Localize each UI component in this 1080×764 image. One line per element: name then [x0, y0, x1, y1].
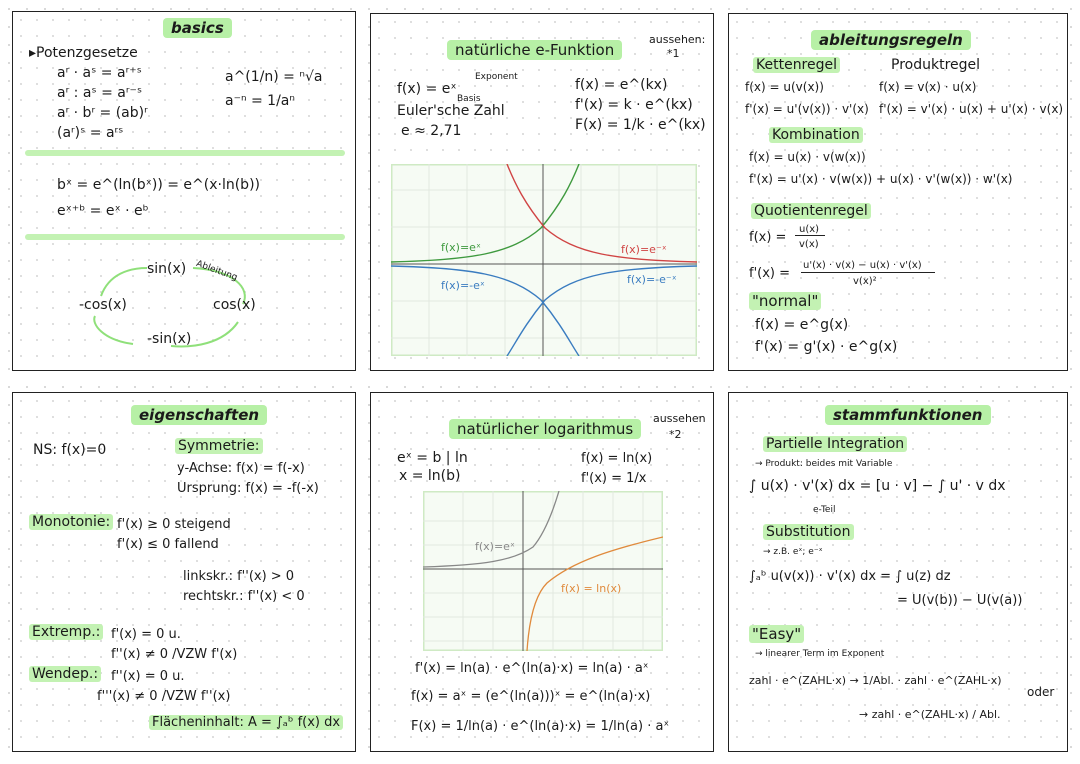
kettenregel-fp: f'(x) = u'(v(x)) · v'(x) [745, 102, 869, 116]
card-title-eigenschaften: eigenschaften [131, 405, 267, 425]
card-basics [12, 11, 356, 371]
efunc-basis-note: Basis [457, 94, 481, 104]
substitution-note: → z.B. eˣ; e⁻ˣ [763, 547, 823, 557]
kettenregel-heading [753, 58, 840, 73]
substitution-formula: ∫ₐᵇ u(v(x)) · v'(x) dx = ∫ u(z) dz [749, 569, 951, 584]
quotient-fp-left: f'(x) = [749, 266, 791, 281]
card-logarithmus [370, 392, 714, 752]
wende-2: f'''(x) ≠ 0 /VZW f''(x) [97, 689, 231, 704]
partiell-heading-text: Partielle Integration [763, 436, 907, 452]
quotient-f-left: f(x) = [749, 230, 787, 245]
kombination-heading-text: Kombination [769, 127, 863, 143]
extrem-2: f''(x) ≠ 0 /VZW f'(x) [111, 647, 238, 662]
produktregel-f: f(x) = v(x) · u(x) [879, 80, 977, 94]
extrempunkt-heading [29, 625, 103, 640]
quotient-fp-num: u'(x) · v(x) − u(x) · v'(x) [803, 260, 922, 271]
euler-zahl: Euler'sche Zahl [397, 103, 505, 119]
card-efunktion [370, 13, 714, 371]
normal-f: f(x) = e^g(x) [755, 317, 849, 333]
quotientenregel-heading [751, 204, 871, 219]
kombination-heading [769, 128, 863, 143]
substitution-result: = U(v(b)) − U(v(a)) [897, 593, 1023, 608]
efunc-rule-3: F(x) = 1/k · e^(kx) [575, 117, 706, 133]
flaecheninhalt [149, 715, 343, 730]
quotient-fp-den: v(x)² [853, 276, 877, 287]
graph-label-exp-neg: f(x)=e⁻ˣ [621, 243, 667, 256]
root-rule-2: a⁻ⁿ = 1/aⁿ [225, 93, 295, 109]
ln-f: f(x) = ln(x) [581, 451, 653, 466]
cycle-cos: cos(x) [213, 297, 256, 313]
easy-rule-1: zahl · e^(ZAHL·x) → 1/Abl. · zahl · e^(ZAHL·x) [749, 674, 1002, 687]
monotonie-1: f'(x) ≥ 0 steigend [117, 517, 231, 532]
card-title-stammfunktionen: stammfunktionen [825, 405, 991, 425]
divider-bar-2 [25, 234, 345, 240]
symmetrie-y: y-Achse: f(x) = f(-x) [177, 461, 305, 476]
easy-note: → linearer Term im Exponent [755, 649, 885, 659]
potenz-rule-3: aʳ · bʳ = (ab)ʳ [57, 105, 148, 121]
root-rule-1: a^(1/n) = ⁿ√a [225, 69, 323, 85]
symmetrie-heading [175, 439, 263, 454]
linkskruemmung: linkskr.: f''(x) > 0 [183, 569, 295, 584]
card-title-logarithmus: natürlicher logarithmus [449, 419, 641, 439]
ln-eq-2: x = ln(b) [399, 468, 461, 484]
quotient-fp-line [801, 272, 935, 273]
card-eigenschaften [12, 392, 356, 752]
monotonie-heading-text: Monotonie: [29, 514, 113, 530]
normal-heading-text: "normal" [749, 292, 821, 310]
card-title-efunktion: natürliche e-Funktion [447, 40, 622, 60]
easy-rule-2: → zahl · e^(ZAHL·x) / Abl. [859, 708, 1001, 721]
ln-graph-label-exp: f(x)=eˣ [475, 540, 515, 553]
cycle-minus-sin: -sin(x) [147, 331, 192, 347]
potenz-rule-1: aʳ · aˢ = aʳ⁺ˢ [57, 65, 142, 81]
wende-1: f''(x) = 0 u. [111, 669, 185, 684]
ln-graph [423, 491, 663, 651]
card-stammfunktionen [728, 392, 1068, 752]
graph-label-minus-exp-neg: f(x)=-e⁻ˣ [627, 273, 677, 286]
substitution-heading-text: Substitution [763, 524, 854, 540]
kombination-fp: f'(x) = u'(x) · v(w(x)) + u(x) · v'(w(x)) · w'(x) [749, 172, 1013, 186]
ln-graph-label-ln: f(x) = ln(x) [561, 582, 622, 595]
kettenregel-f: f(x) = u(v(x)) [745, 80, 824, 94]
potenz-rule-4: (aʳ)ˢ = aʳˢ [57, 125, 124, 141]
card-title-basics: basics [163, 18, 232, 38]
exp-rule-2: eˣ⁺ᵇ = eˣ · eᵇ [57, 203, 149, 219]
graph-label-exp: f(x)=eˣ [441, 241, 481, 254]
easy-oder: oder [1027, 685, 1055, 699]
ln-rule-1: f'(x) = ln(a) · e^(ln(a)·x) = ln(a) · aˣ [415, 661, 649, 676]
cycle-arrow-left-top [101, 268, 147, 296]
partiell-note: → Produkt: beides mit Variable [755, 459, 893, 469]
divider-bar-1 [25, 150, 345, 156]
efunc-def: f(x) = eˣ [397, 81, 457, 97]
extrem-1: f'(x) = 0 u. [111, 627, 181, 642]
extrempunkt-heading-text: Extremp.: [29, 624, 103, 640]
ln-eq-1: eˣ = b | ln [397, 450, 468, 466]
nullstellen: NS: f(x)=0 [33, 442, 107, 458]
exp-rule-1: bˣ = e^(ln(bˣ)) = e^(x·ln(b)) [57, 177, 260, 193]
quotient-f-den: v(x) [799, 239, 819, 250]
monotonie-2: f'(x) ≤ 0 fallend [117, 537, 219, 552]
easy-heading-text: "Easy" [749, 625, 804, 643]
normal-heading [749, 294, 821, 309]
graph-label-minus-exp: f(x)=-eˣ [441, 279, 485, 292]
quotient-f-num: u(x) [799, 224, 820, 235]
partiell-heading [763, 437, 907, 452]
produktregel-fp: f'(x) = v'(x) · u(x) + u'(x) · v(x) [879, 102, 1064, 116]
kombination-f: f(x) = u(x) · v(w(x)) [749, 150, 866, 164]
monotonie-heading [29, 515, 113, 530]
card-title-ableitung: ableitungsregeln [811, 30, 971, 50]
symmetrie-heading-text: Symmetrie: [175, 438, 263, 454]
cycle-arrow-label: Ableitung [194, 258, 239, 284]
card-ableitungsregeln [728, 13, 1068, 371]
kettenregel-heading-text: Kettenregel [753, 57, 840, 73]
symmetrie-ursprung: Ursprung: f(x) = -f(-x) [177, 481, 319, 496]
aussehen-mark-1: *1 [667, 47, 680, 60]
efunc-rule-2: f'(x) = k · e^(kx) [575, 97, 693, 113]
substitution-heading [763, 525, 854, 540]
efunc-exponent-note: Exponent [475, 72, 518, 82]
e-value: e ≈ 2,71 [401, 123, 462, 139]
quotient-f-line [795, 235, 825, 236]
cycle-arrow-bottom-left [94, 316, 133, 344]
efunc-rule-1: f(x) = e^(kx) [575, 77, 668, 93]
aussehen-label-1: aussehen: [649, 33, 706, 46]
normal-fp: f'(x) = g'(x) · e^g(x) [755, 339, 898, 355]
ln-fp: f'(x) = 1/x [581, 471, 647, 486]
wendepunkt-heading-text: Wendep.: [29, 666, 101, 682]
aussehen-label-2: aussehen [653, 412, 706, 425]
flaecheninhalt-text: Flächeninhalt: A = ∫ₐᵇ f(x) dx [149, 715, 343, 730]
e-teil-note: e-Teil [813, 505, 836, 515]
ln-rule-2: f(x) = aˣ = (e^(ln(a)))ˣ = e^(ln(a)·x) [411, 689, 651, 704]
produktregel-heading: Produktregel [891, 57, 981, 73]
potenzgesetze-heading: ▸Potenzgesetze [29, 45, 138, 61]
ln-rule-3: F(x) = 1/ln(a) · e^(ln(a)·x) = 1/ln(a) · aˣ [411, 719, 670, 734]
aussehen-mark-2: *2 [669, 428, 682, 441]
partiell-formula: ∫ u(x) · v'(x) dx = [u · v] − ∫ u' · v dx [749, 478, 1006, 494]
quotientenregel-heading-text: Quotientenregel [751, 203, 871, 219]
wendepunkt-heading [29, 667, 101, 682]
efunc-graph [391, 164, 697, 356]
cycle-minus-cos: -cos(x) [79, 297, 127, 313]
easy-heading [749, 627, 804, 642]
rechtskruemmung: rechtskr.: f''(x) < 0 [183, 589, 305, 604]
cycle-sin: sin(x) [147, 261, 187, 277]
potenz-rule-2: aʳ : aˢ = aʳ⁻ˢ [57, 85, 143, 101]
